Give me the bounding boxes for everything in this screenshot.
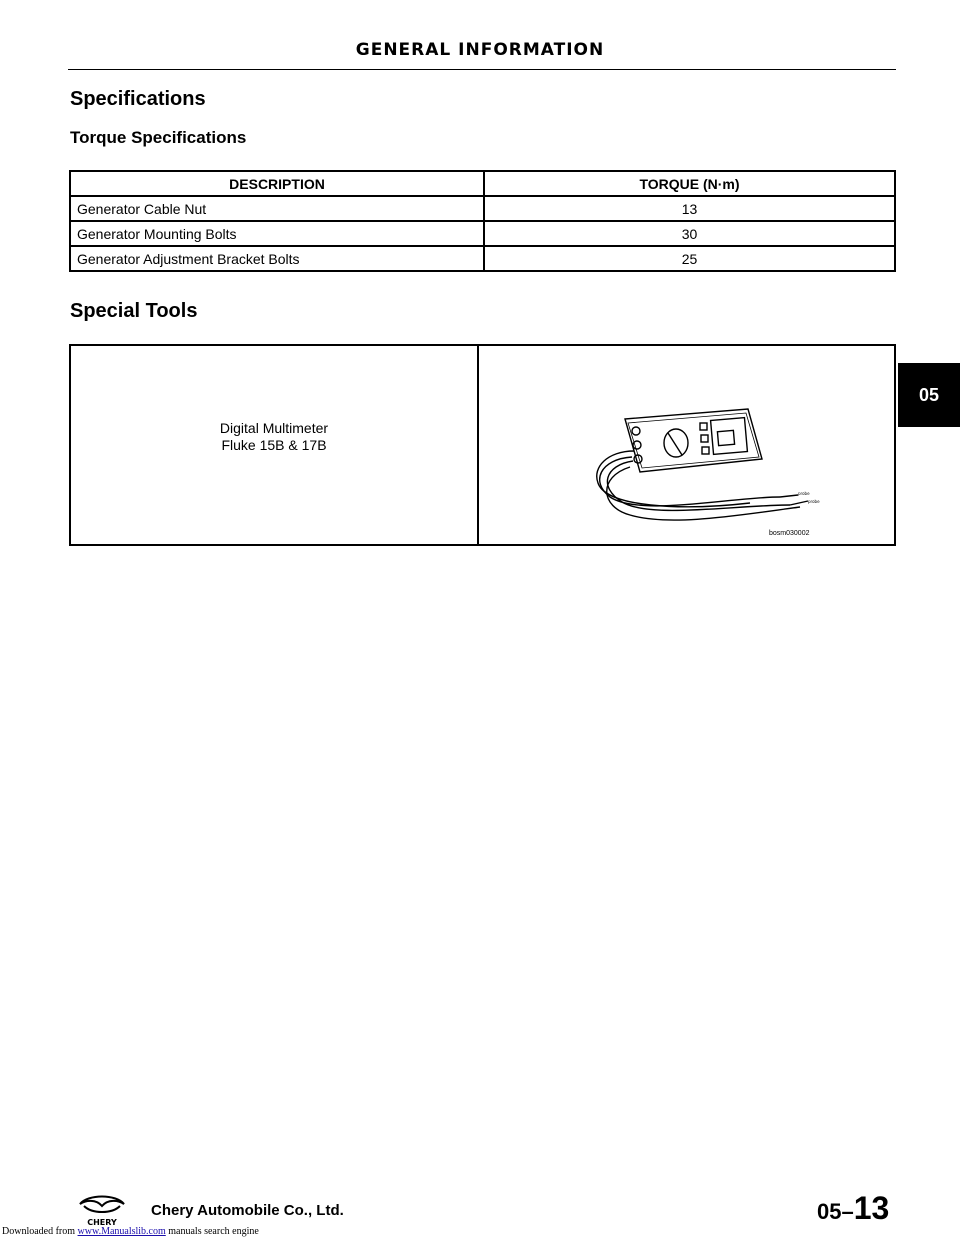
tool-row — [70, 345, 895, 545]
table-header-row — [70, 171, 895, 196]
brand-name: CHERY — [87, 1218, 117, 1227]
row-description: Generator Adjustment Bracket Bolts — [70, 246, 484, 271]
column-header-description: DESCRIPTION — [70, 171, 484, 196]
chery-logo-icon — [78, 1194, 126, 1228]
image-code: bosm030002 — [769, 530, 810, 537]
svg-text:probe: probe — [798, 491, 810, 496]
table-row — [70, 196, 895, 221]
special-tools-table — [69, 344, 896, 546]
section-tab: 05 — [898, 363, 960, 427]
page-header-title: GENERAL INFORMATION — [355, 40, 605, 60]
download-credit — [2, 1226, 259, 1237]
tool-name-cell — [70, 345, 478, 545]
tool-model: Fluke 15B & 17B — [221, 437, 327, 453]
header-rule — [68, 69, 896, 70]
svg-text:probe: probe — [808, 499, 820, 504]
row-torque: 30 — [484, 221, 895, 246]
row-description: Generator Cable Nut — [70, 196, 484, 221]
tool-name: Digital Multimeter — [219, 420, 329, 436]
table-row — [70, 246, 895, 271]
manualslib-link[interactable]: www.Manualslib.com — [77, 1226, 166, 1237]
multimeter-illustration-icon — [480, 347, 893, 543]
download-prefix: Downloaded from — [2, 1226, 76, 1237]
row-description: Generator Mounting Bolts — [70, 221, 484, 246]
page-num: 13 — [853, 1190, 890, 1226]
tool-image-cell — [478, 345, 895, 545]
row-torque: 13 — [484, 196, 895, 221]
torque-title: Torque Specifications — [70, 128, 247, 147]
special-tools-title: Special Tools — [70, 300, 198, 322]
download-suffix: manuals search engine — [168, 1226, 259, 1237]
row-torque: 25 — [484, 246, 895, 271]
page-number — [817, 1190, 889, 1227]
company-name: Chery Automobile Co., Ltd. — [151, 1202, 344, 1219]
torque-table — [69, 170, 896, 272]
column-header-torque: TORQUE (N·m) — [484, 171, 895, 196]
page-section: 05– — [817, 1199, 854, 1224]
section-title: Specifications — [70, 88, 206, 110]
table-row — [70, 221, 895, 246]
